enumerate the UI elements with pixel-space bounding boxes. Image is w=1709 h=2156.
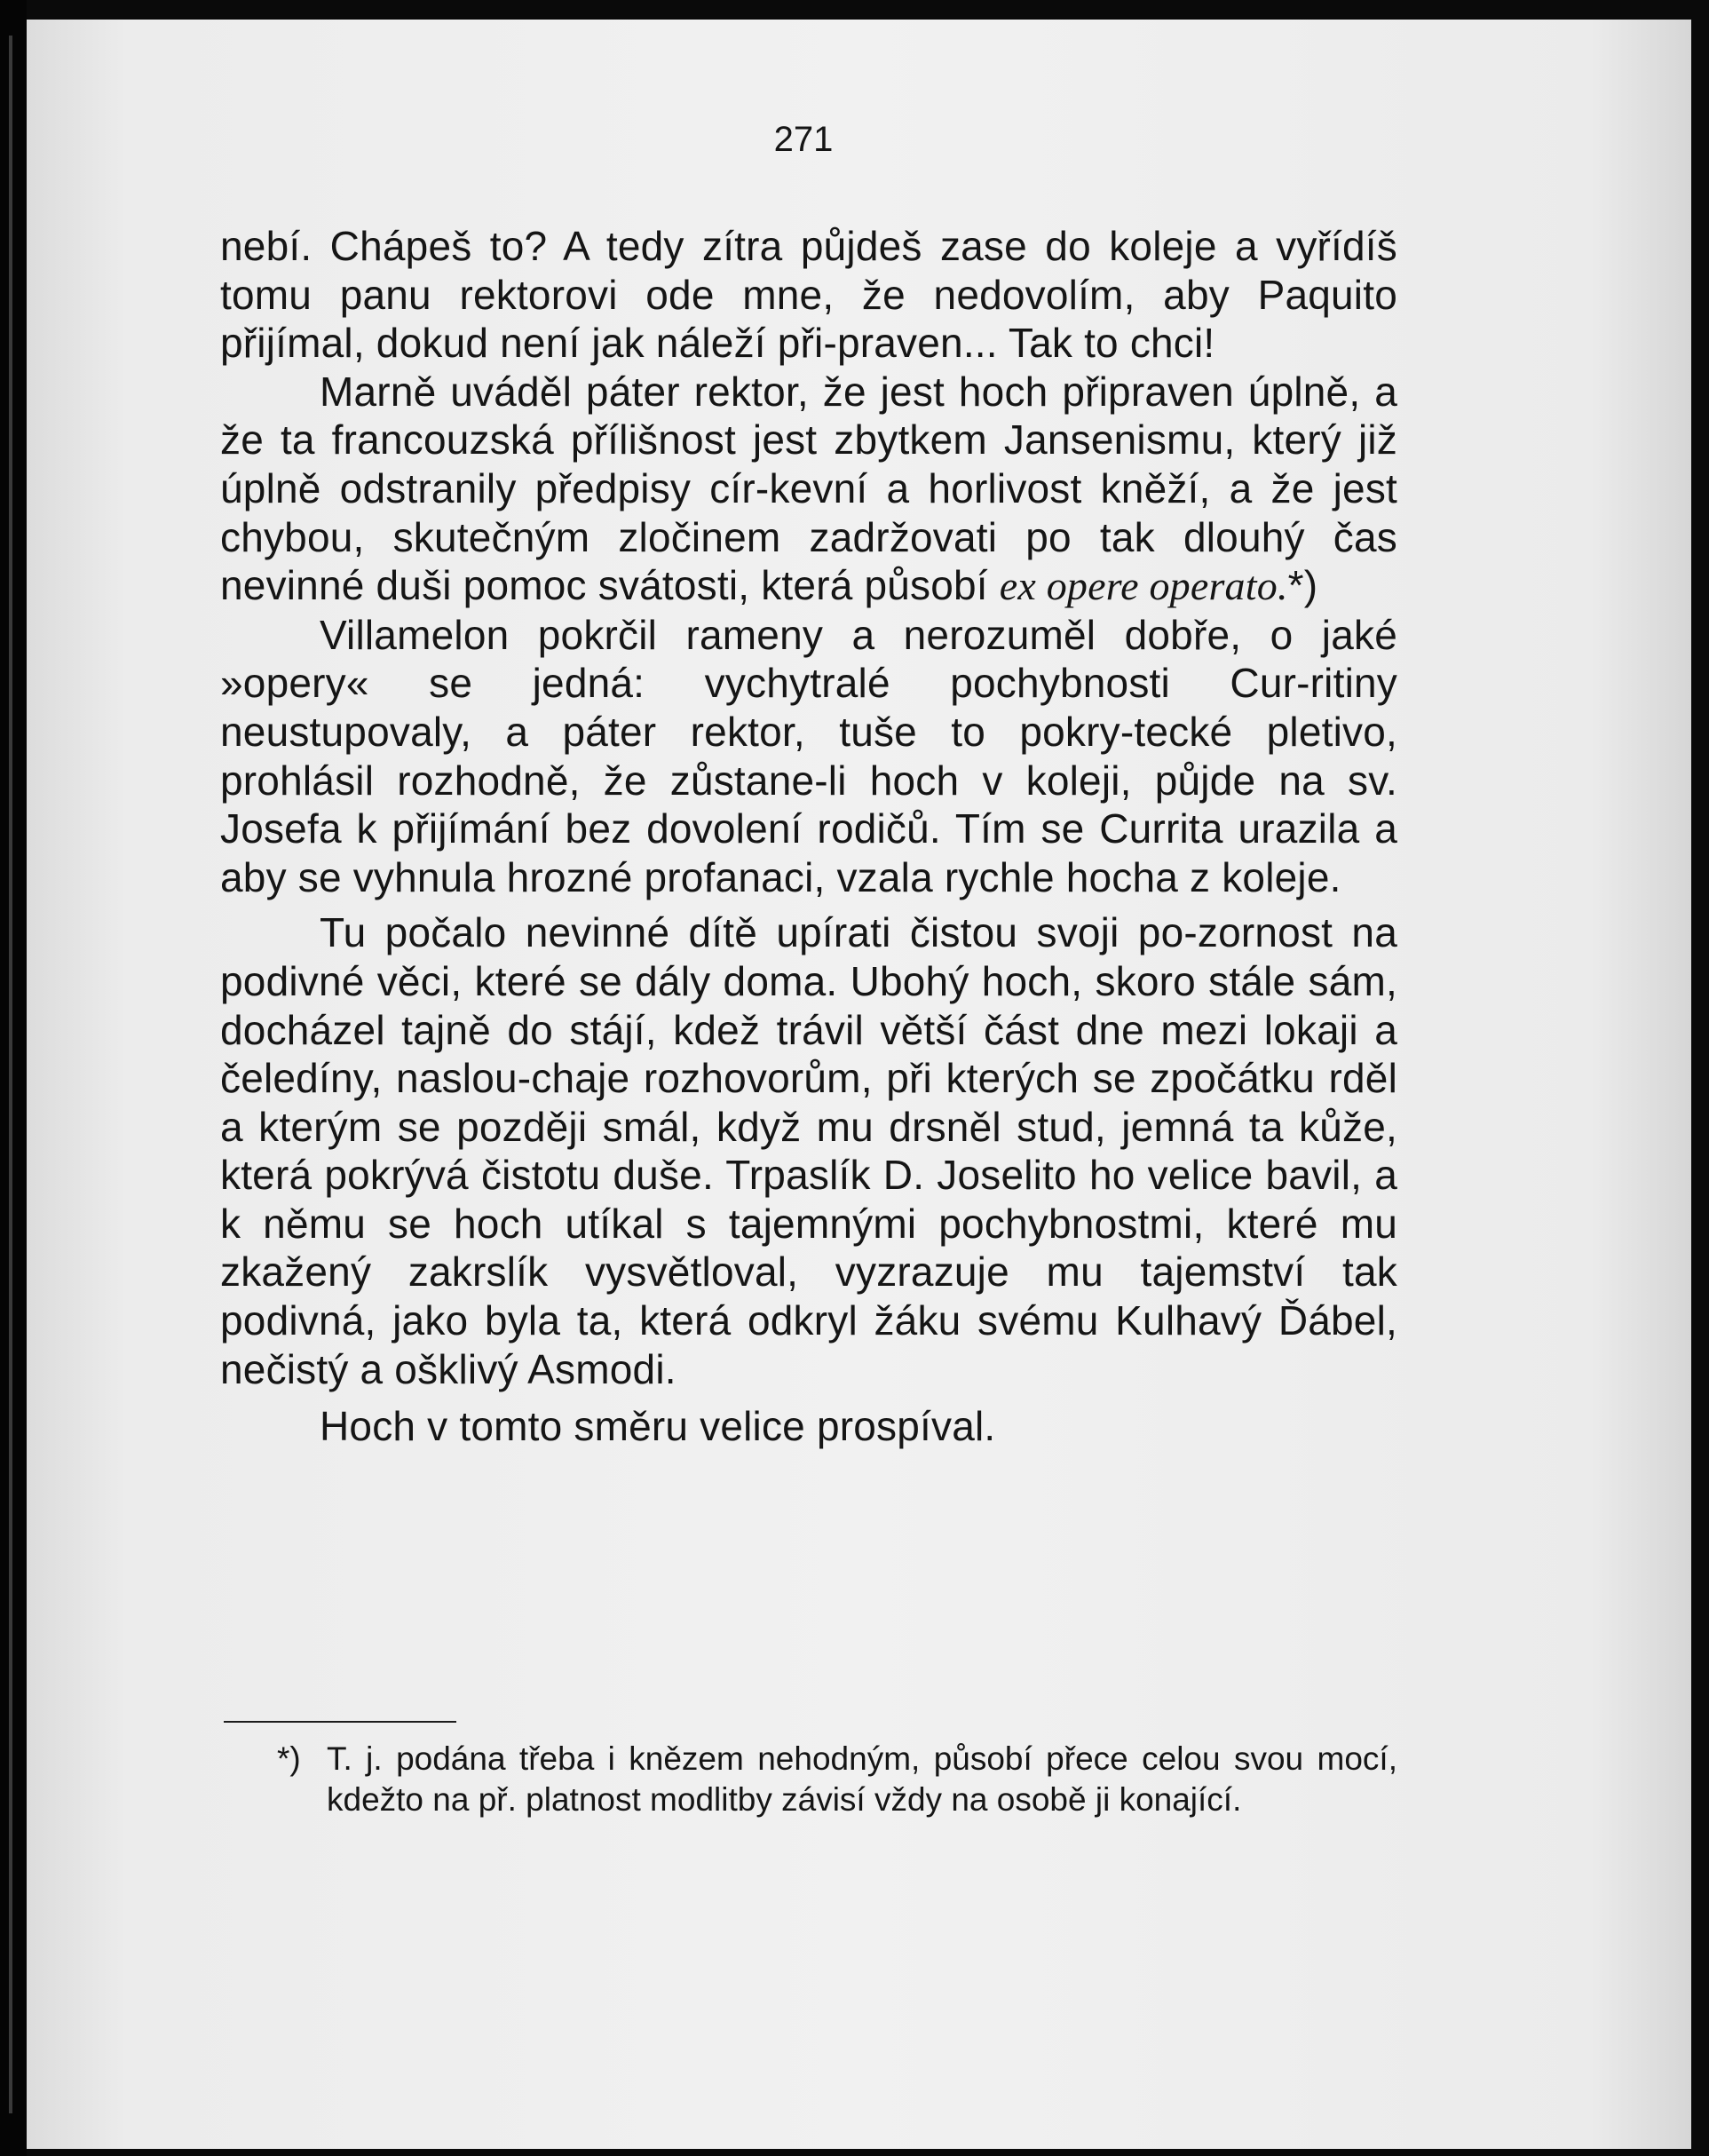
page-number: 271: [773, 120, 834, 159]
footnote-reference: *): [1287, 562, 1318, 609]
paragraph-2: [220, 368, 1397, 611]
binding-edge: [0, 0, 27, 2156]
paragraph-1: nebí. Chápeš to? A tedy zítra půjdeš zase do koleje a vyřídíš tomu panu rektorovi ode mne, že nedovolím, aby Paquito přijímal, dokud není jak náleží při-praven... Tak to chci!: [220, 223, 1397, 367]
footnote: [277, 1739, 1397, 1820]
paragraph-3: Villamelon pokrčil rameny a nerozuměl dobře, o jaké »opery« se jedná: vychytralé pochybnosti Cur-ritiny neustupovaly, a páter rektor, tuše to pokry-tecké pletivo, prohlásil rozhodně, že zůstane-li hoch v koleji, půjde na sv. Josefa k přijímání bez dovolení rodičů. Tím se Currita urazila a aby se vyhnula hrozné profanaci, vzala rychle hocha z koleje.: [220, 611, 1397, 900]
paragraph-4: Tu počalo nevinné dítě upírati čistou svoji po-zornost na podivné věci, které se dály doma. Ubohý hoch, skoro stále sám, docházel tajně do stájí, kdež trávil větší část dne mezi lokaji a čeledíny, naslou-chaje rozhovorům, při kterých se zpočátku rděl a kterým se později smál, když mu drsněl stud, jemná ta kůže, která pokrývá čistotu duše. Trpaslík D. Joselito ho velice bavil, a k němu se hoch utíkal s tajemnými pochybnostmi, které mu zkažený zakrslík vysvětloval, vyzrazuje mu tajemství tak podivná, jako byla ta, která odkryl žáku svému Kulhavý Ďábel, nečistý a ošklivý Asmodi.: [220, 909, 1397, 1392]
footnote-divider: [224, 1721, 456, 1723]
body-text: [220, 222, 1397, 1451]
footnote-text: T. j. podána třeba i knězem nehodným, působí přece celou svou mocí, kdežto na př. platnost modlitby závisí vždy na osobě ji konající.: [327, 1740, 1397, 1818]
footnote-marker: *): [277, 1740, 301, 1777]
latin-phrase: ex opere operato.: [999, 563, 1288, 609]
binding-line: [9, 36, 12, 2113]
paragraph-5: Hoch v tomto směru velice prospíval.: [320, 1403, 996, 1450]
paragraph-2-text: Marně uváděl páter rektor, že jest hoch připraven úplně, a že ta francouzská přílišnost jest zbytkem Jansenismu, který již úplně odstranily předpisy cír-kevní a horlivost kněží, a že jest chybou, skutečným zločinem zadržovati po tak dlouhý čas nevinné duši pomoc svátosti, která působí: [220, 368, 1397, 609]
